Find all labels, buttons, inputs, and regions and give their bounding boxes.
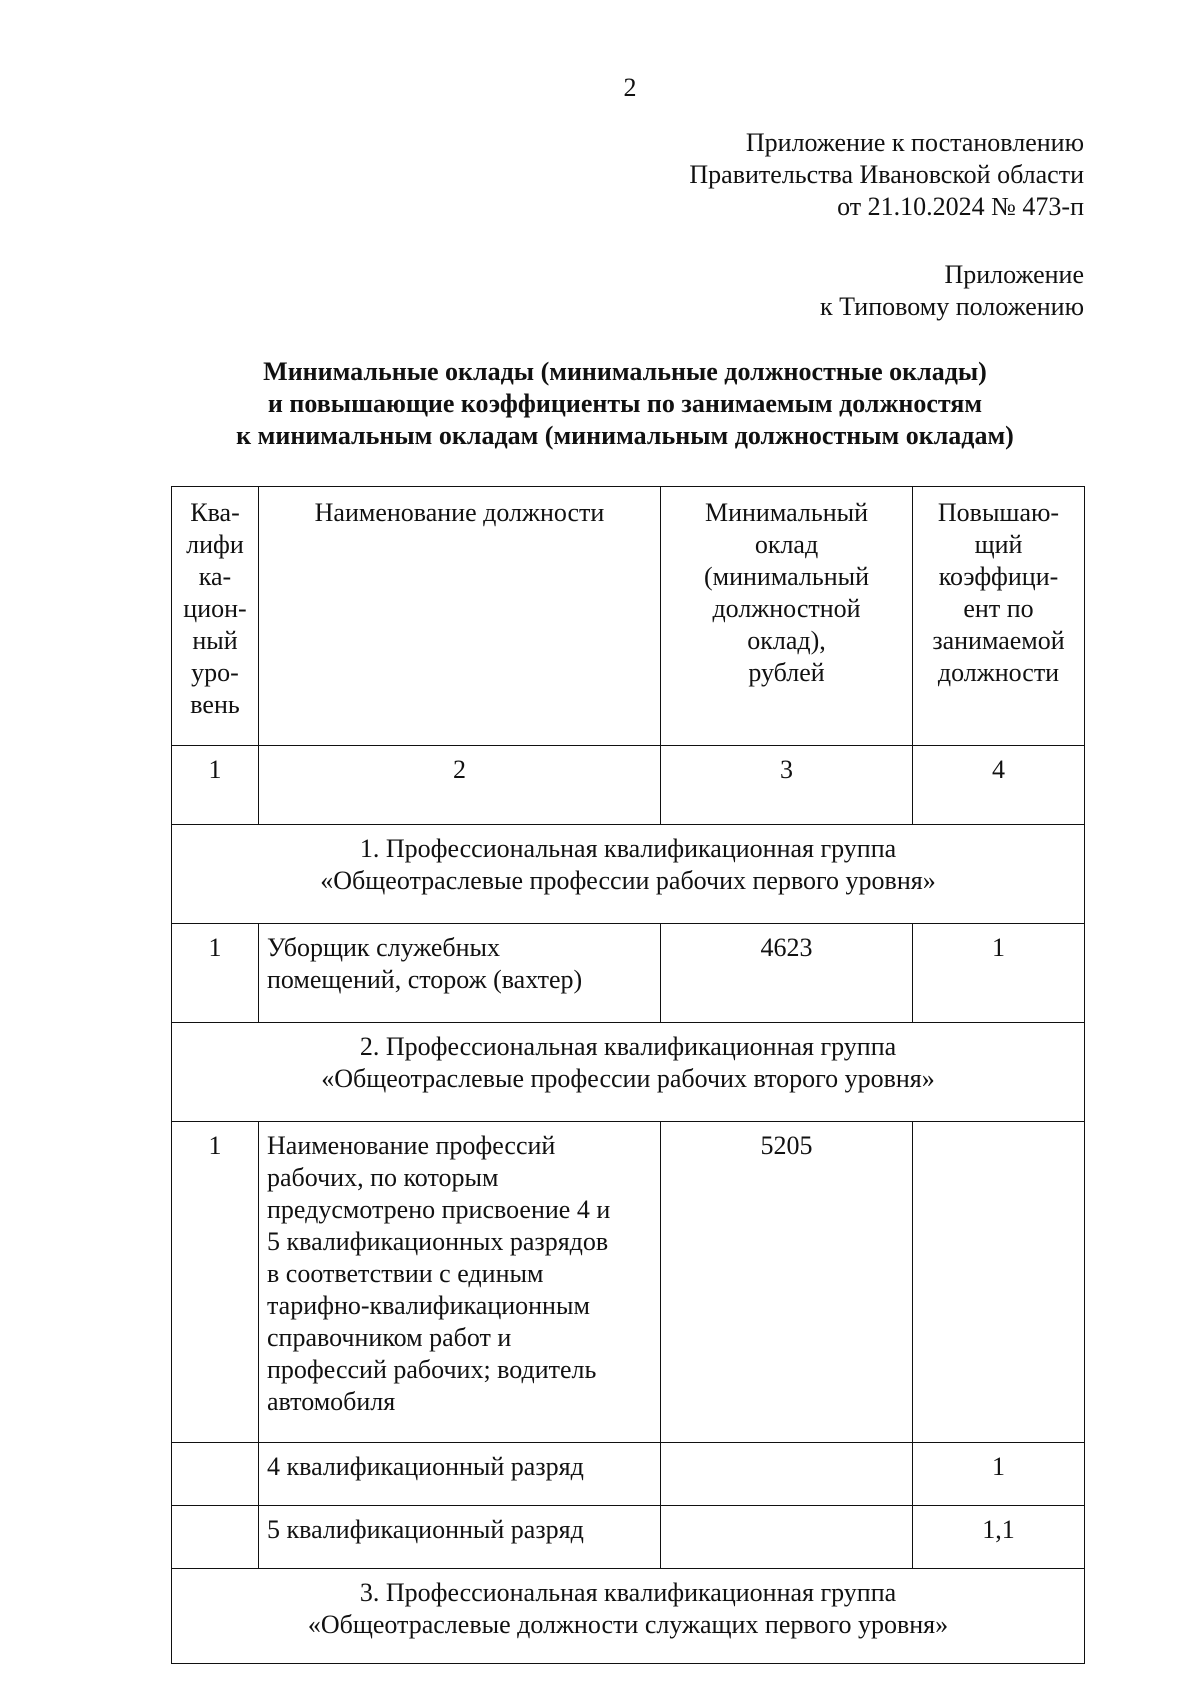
- group-heading: 2. Профессиональная квалификационная группа «Общеотраслевые профессии рабочих второго уровня»: [172, 1023, 1085, 1122]
- cell-level: 1: [172, 1122, 259, 1443]
- title-line: Минимальные оклады (минимальные должностные оклады): [263, 357, 987, 386]
- cell-position-name: Наименование профессий рабочих, по которым предусмотрено присвоение 4 и 5 квалификационных разрядов в соответствии с единым тарифно-квалификационным справочником работ и профессий рабочих; водитель автомобиля: [259, 1122, 661, 1443]
- sub-attachment-line: Приложение: [944, 260, 1084, 289]
- attachment-date-line: от 21.10.2024 № 473-п: [837, 192, 1084, 221]
- attachment-line: Приложение к постановлению: [745, 128, 1084, 157]
- cell-coefficient: 1: [913, 924, 1085, 1023]
- cell-position-name: 5 квалификационный разряд: [259, 1506, 661, 1569]
- column-number-row: [172, 746, 1085, 825]
- cell-salary: [661, 1506, 913, 1569]
- table-row: [172, 1506, 1085, 1569]
- cell-level: 1: [172, 924, 259, 1023]
- group-row: [172, 1569, 1085, 1664]
- attachment-header: [689, 127, 1084, 223]
- title-line: и повышающие коэффициенты по занимаемым должностям: [267, 389, 983, 418]
- table-row: [172, 1122, 1085, 1443]
- document-title: [160, 356, 1090, 452]
- sub-attachment-header: [820, 259, 1084, 323]
- header-position-name: Наименование должности: [259, 487, 661, 746]
- header-minimum-salary: Минимальный оклад (минимальный должностной оклад), рублей: [661, 487, 913, 746]
- header-coefficient: Повышаю- щий коэффици- ент по занимаемой должности: [913, 487, 1085, 746]
- group-row: [172, 1023, 1085, 1122]
- cell-salary: 5205: [661, 1122, 913, 1443]
- salary-table: [171, 486, 1085, 1664]
- cell-salary: [661, 1443, 913, 1506]
- cell-position-name: 4 квалификационный разряд: [259, 1443, 661, 1506]
- table-row: [172, 1443, 1085, 1506]
- cell-coefficient: 1: [913, 1443, 1085, 1506]
- group-heading: 3. Профессиональная квалификационная группа «Общеотраслевые должности служащих первого уровня»: [172, 1569, 1085, 1664]
- cell-level: [172, 1506, 259, 1569]
- page-number: 2: [623, 73, 637, 102]
- column-number: 2: [259, 746, 661, 825]
- column-number: 4: [913, 746, 1085, 825]
- sub-attachment-line: к Типовому положению: [819, 292, 1084, 321]
- cell-salary: 4623: [661, 924, 913, 1023]
- attachment-line: Правительства Ивановской области: [689, 160, 1084, 189]
- group-heading: 1. Профессиональная квалификационная группа «Общеотраслевые профессии рабочих первого уровня»: [172, 825, 1085, 924]
- cell-coefficient: 1,1: [913, 1506, 1085, 1569]
- cell-position-name: Уборщик служебных помещений, сторож (вахтер): [259, 924, 661, 1023]
- table-header-row: [172, 487, 1085, 746]
- group-row: [172, 825, 1085, 924]
- column-number: 1: [172, 746, 259, 825]
- column-number: 3: [661, 746, 913, 825]
- header-qualification-level: Ква- лифи ка- цион- ный уро- вень: [172, 487, 259, 746]
- cell-coefficient: [913, 1122, 1085, 1443]
- title-line: к минимальным окладам (минимальным должностным окладам): [236, 421, 1014, 450]
- table-row: [172, 924, 1085, 1023]
- cell-level: [172, 1443, 259, 1506]
